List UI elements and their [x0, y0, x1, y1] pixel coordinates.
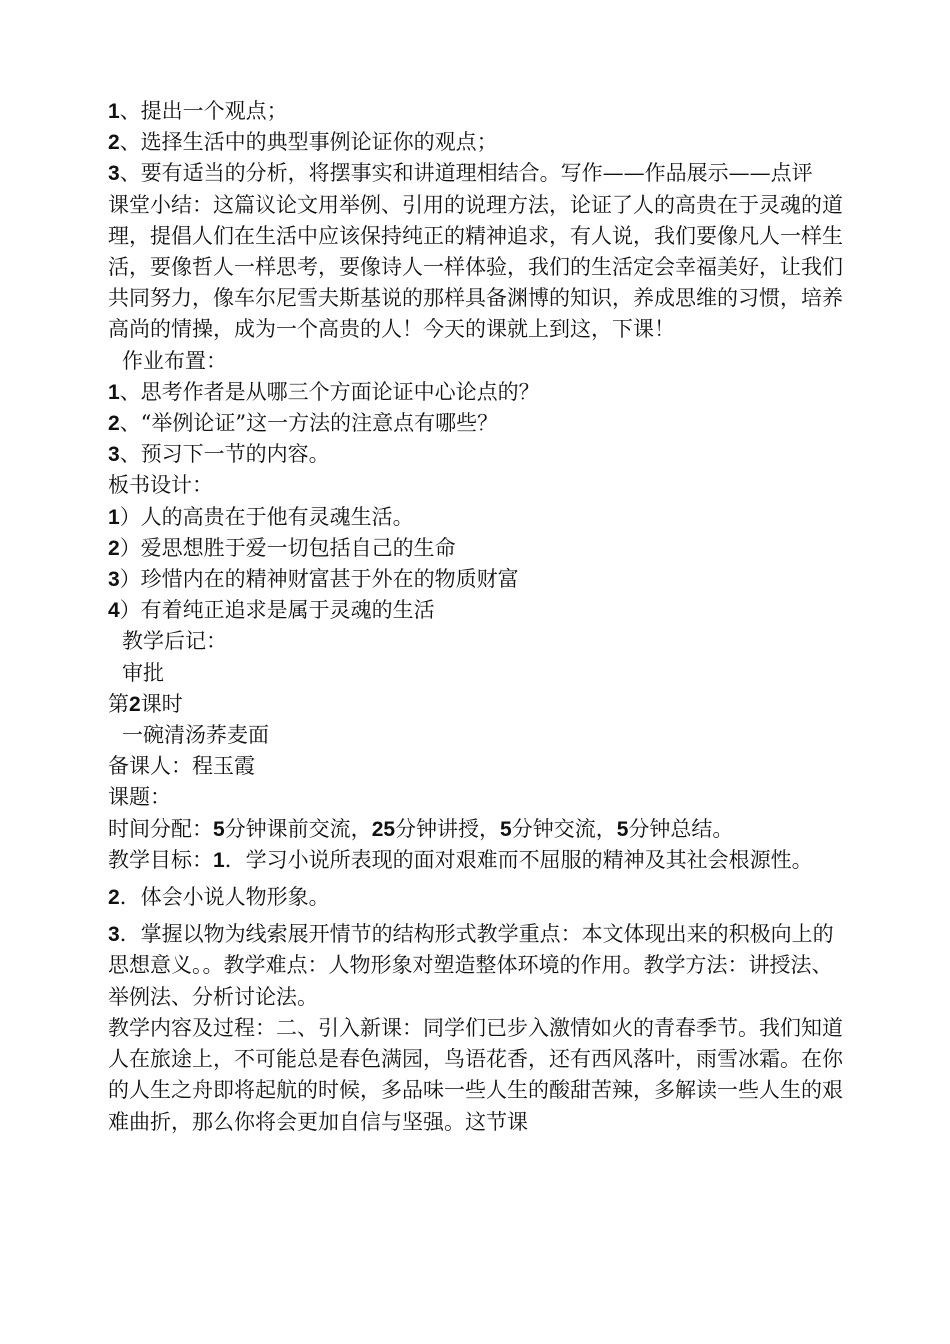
text-line	[108, 882, 853, 913]
line-text: 、要有适当的分析，将摆事实和讲道理相结合。写作——作品展示——点评	[119, 161, 813, 186]
text-line	[108, 751, 853, 782]
line-text: 分钟总结。	[628, 816, 734, 841]
text-line	[108, 158, 853, 189]
line-number: 1	[213, 848, 225, 872]
line-text: ）爱思想胜于爱一切包括自己的生命	[119, 535, 456, 560]
text-line	[108, 502, 853, 533]
line-number: 2	[129, 692, 141, 716]
line-text: 板书设计：	[108, 473, 213, 498]
text-line	[108, 782, 853, 813]
text-line	[108, 564, 853, 595]
text-line	[108, 470, 853, 501]
text-line	[108, 408, 853, 439]
text-line	[108, 377, 853, 408]
text-line	[108, 439, 853, 470]
line-text: 课时	[140, 691, 183, 716]
line-text: ）珍惜内在的精神财富甚于外在的物质财富	[119, 567, 519, 592]
line-text: ．学习小说所表现的面对艰难而不屈服的精神及其社会根源性。	[224, 847, 813, 872]
line-number: 2	[108, 412, 120, 436]
line-number: 2	[108, 886, 120, 910]
line-text: ）人的高贵在于他有灵魂生活。	[119, 504, 414, 529]
text-line	[108, 626, 853, 657]
text-line	[108, 533, 853, 564]
line-text: 作业布置：	[122, 348, 227, 373]
line-text: 分钟交流，	[511, 816, 617, 841]
line-text: 时间分配：	[108, 816, 213, 841]
line-number: 3	[108, 162, 120, 186]
line-number: 3	[108, 568, 120, 592]
text-line	[108, 595, 853, 626]
line-text: ．体会小说人物形象。	[119, 885, 330, 910]
line-text: 教学后记：	[122, 629, 227, 654]
line-number: 3	[108, 923, 120, 947]
line-text: 、“举例论证”这一方法的注意点有哪些？	[119, 411, 499, 436]
line-text: 分钟讲授，	[395, 816, 501, 841]
line-text: 课题：	[108, 785, 171, 810]
line-text: 、提出一个观点；	[119, 99, 288, 123]
line-number: 5	[616, 817, 629, 841]
line-text: 、预习下一节的内容。	[119, 442, 330, 467]
line-number: 4	[108, 599, 120, 623]
line-text: 、选择生活中的典型事例论证你的观点；	[119, 130, 498, 155]
line-text: 审批	[122, 660, 164, 685]
text-line	[108, 720, 853, 751]
line-number: 1	[108, 100, 120, 123]
line-text: ．掌握以物为线索展开情节的结构形式教学重点：本文体现出来的积极向上的思想意义。。教学难点：人物形象对塑造整体环境的作用。教学方法：讲授法、举例法、分析讨论法。	[108, 922, 834, 1009]
line-prefix: 第	[108, 691, 129, 716]
line-text: 一碗清汤荞麦面	[122, 723, 269, 748]
line-number: 2	[108, 131, 120, 155]
line-text: ）有着纯正追求是属于灵魂的生活	[119, 598, 435, 623]
text-line	[108, 919, 853, 1013]
text-line	[108, 658, 853, 689]
text-line	[108, 1013, 853, 1138]
line-text: 备课人：程玉霞	[108, 754, 255, 779]
line-number: 3	[108, 443, 120, 467]
line-text: 课堂小结：这篇议论文用举例、引用的说理方法，论证了人的高贵在于灵魂的道理，提倡人们在生活中应该保持纯正的精神追求，有人说，我们要像凡人一样生活，要像哲人一样思考，要像诗人一样体验，我们的生活定会幸福美好，让我们共同努力，像车尔尼雪夫斯基说的那样具备渊博的知识，养成思维的习惯，培养高尚的情操，成为一个高贵的人！今天的课就上到这，下课！	[108, 192, 843, 342]
text-line	[108, 814, 853, 845]
text-line	[108, 689, 853, 720]
line-number: 1	[108, 505, 120, 529]
line-text: 教学目标：	[108, 847, 213, 872]
text-line	[108, 346, 853, 377]
text-line	[108, 96, 853, 127]
document-page	[108, 96, 853, 1138]
text-line	[108, 127, 853, 158]
line-number: 5	[213, 817, 225, 841]
line-text: 、思考作者是从哪三个方面论证中心论点的？	[119, 379, 540, 404]
line-number: 5	[500, 817, 512, 841]
line-text: 教学内容及过程：二、引入新课：同学们已步入激情如火的青春季节。我们知道人在旅途上，不可能总是春色满园，鸟语花香，还有西风落叶，雨雪冰霜。在你的人生之舟即将起航的时候，多品味一些人生的酸甜苦辣，多解读一些人生的艰难曲折，那么你将会更加自信与坚强。这节课	[108, 1015, 843, 1134]
line-number: 1	[108, 380, 120, 404]
line-text: 分钟课前交流，	[224, 816, 372, 841]
line-number: 2	[108, 536, 120, 560]
line-number: 25	[371, 817, 396, 841]
text-line	[108, 845, 853, 876]
text-line	[108, 190, 853, 346]
